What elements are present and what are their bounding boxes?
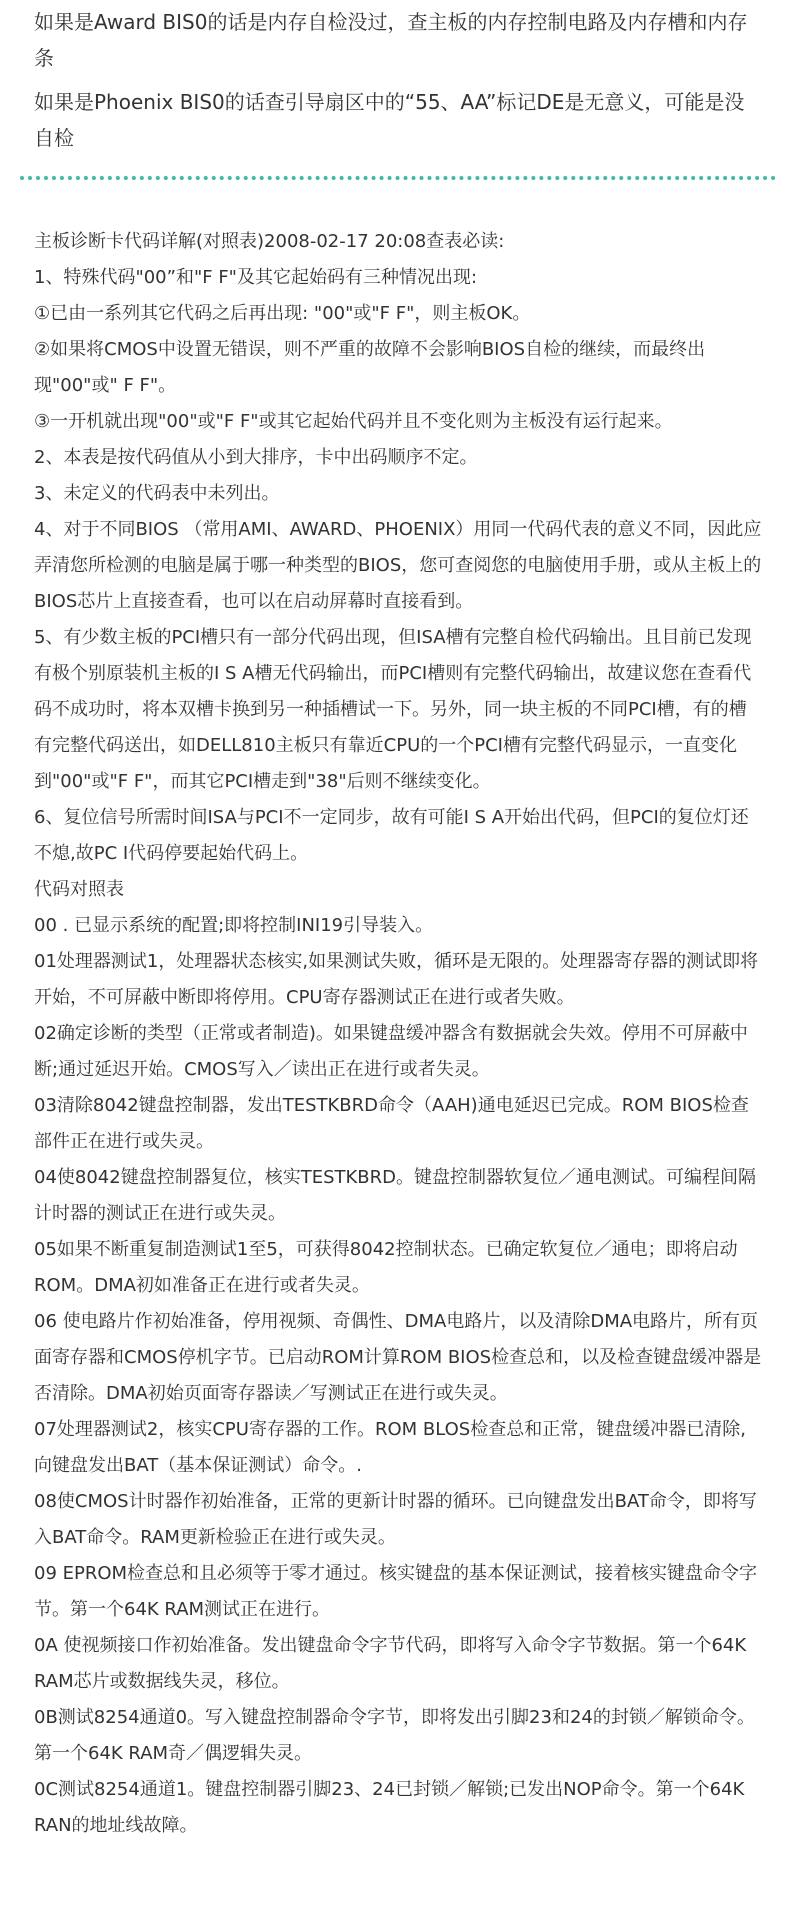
code-entry: 0B测试8254通道0。写入键盘控制器命令字节，即将发出引脚23和24的封锁／解锁命令。第一个64K RAM奇／偶逻辑失灵。 (34, 1707, 755, 1764)
code-entry: 03清除8042键盘控制器，发出TESTKBRD命令（AAH)通电延迟已完成。ROM BIOS检查部件正在进行或失灵。 (34, 1095, 749, 1152)
code-entry: 09 EPROM检查总和且必须等于零才通过。核实键盘的基本保证测试，接着核实键盘命令字节。第一个64K RAM测试正在进行。 (34, 1563, 758, 1620)
code-entry: 08使CMOS计时器作初始准备，正常的更新计时器的循环。已向键盘发出BAT命令，即将写入BAT命令。RAM更新检验正在进行或失灵。 (34, 1491, 757, 1548)
code-entry: 05如果不断重复制造测试1至5，可获得8042控制状态。已确定软复位／通电；即将启动ROM。DMA初如准备正在进行或者失灵。 (34, 1239, 738, 1296)
code-entry: 02确定诊断的类型（正常或者制造)。如果键盘缓冲器含有数据就会失效。停用不可屏蔽中断;通过延迟开始。CMOS写入／读出正在进行或者失灵。 (34, 1023, 748, 1080)
dotted-divider (20, 176, 776, 180)
article-paragraph: ①已由一系列其它代码之后再出现: "00"或"F F"，则主板OK。 (34, 303, 531, 324)
article-paragraph: 3、未定义的代码表中未列出。 (34, 483, 280, 504)
code-entry: 06 使电路片作初始准备，停用视频、奇偶性、DMA电路片，以及清除DMA电路片，所有页面寄存器和CMOS停机字节。已启动ROM计算ROM BIOS检查总和，以及检查键盘缓冲器是否清除。DMA初始页面寄存器读／写测试正在进行或失灵。 (34, 1311, 762, 1404)
code-table-title: 代码对照表 (34, 879, 124, 900)
article-paragraph: 1、特殊代码"00”和"F F"及其它起始码有三种情况出现: (34, 267, 478, 288)
code-entry: 07处理器测试2，核实CPU寄存器的工作。ROM BLOS检查总和正常，键盘缓冲器已清除,向键盘发出BAT（基本保证测试）命令。. (34, 1419, 746, 1476)
article-paragraph: ②如果将CMOS中设置无错误，则不严重的故障不会影响BIOS自检的继续，而最终出现"00"或" F F"。 (34, 339, 706, 396)
article-body (34, 224, 762, 1844)
article-paragraph: 6、复位信号所需时间ISA与PCI不一定同步，故有可能I S A开始出代码，但PCI的复位灯还不熄,故PC I代码停要起始代码上。 (34, 807, 749, 864)
intro-paragraph: 如果是Award BIS0的话是内存自检没过，查主板的内存控制电路及内存槽和内存条 (34, 10, 748, 70)
article-paragraph: 2、本表是按代码值从小到大排序，卡中出码顺序不定。 (34, 447, 478, 468)
code-entry: 01处理器测试1，处理器状态核实,如果测试失败，循环是无限的。处理器寄存器的测试即将开始，不可屏蔽中断即将停用。CPU寄存器测试正在进行或者失败。 (34, 951, 759, 1008)
code-entry: 04使8042键盘控制器复位，核实TESTKBRD。键盘控制器软复位／通电测试。可编程间隔计时器的测试正在进行或失灵。 (34, 1167, 757, 1224)
code-entry: 0A 使视频接口作初始准备。发出键盘命令字节代码，即将写入命令字节数据。第一个64K RAM芯片或数据线失灵，移位。 (34, 1635, 747, 1692)
code-entry: 00 . 已显示系统的配置;即将控制INI19引导装入。 (34, 915, 434, 936)
article-paragraph: 4、对于不同BIOS （常用AMI、AWARD、PHOENIX）用同一代码代表的意义不同，因此应弄清您所检测的电脑是属于哪一种类型的BIOS，您可查阅您的电脑使用手册，或从主板上的BIOS芯片上直接查看，也可以在启动屏幕时直接看到。 (34, 519, 762, 612)
article-paragraph: ③一开机就出现"00"或"F F"或其它起始代码并且不变化则为主板没有运行起来。 (34, 411, 673, 432)
intro-paragraph: 如果是Phoenix BIS0的话查引导扇区中的“55、AA”标记DE是无意义，可能是没自检 (34, 90, 745, 150)
article-heading: 主板诊断卡代码详解(对照表)2008-02-17 20:08查表必读: (34, 231, 505, 252)
intro-section (34, 0, 756, 156)
article-paragraph: 5、有少数主板的PCI槽只有一部分代码出现，但ISA槽有完整自检代码输出。且目前已发现有极个别原装机主板的I S A槽无代码输出，而PCI槽则有完整代码输出，故建议您在查看代码不成功时，将本双槽卡换到另一种插槽试一下。另外，同一块主板的不同PCI槽，有的槽有完整代码送出，如DELL810主板只有靠近CPU的一个PCI槽有完整代码显示，一直变化到"00"或"F F"，而其它PCI槽走到"38"后则不继续变化。 (34, 627, 752, 792)
code-entry: 0C测试8254通道1。键盘控制器引脚23、24已封锁／解锁;已发出NOP命令。第一个64K RAN的地址线故障。 (34, 1779, 745, 1836)
